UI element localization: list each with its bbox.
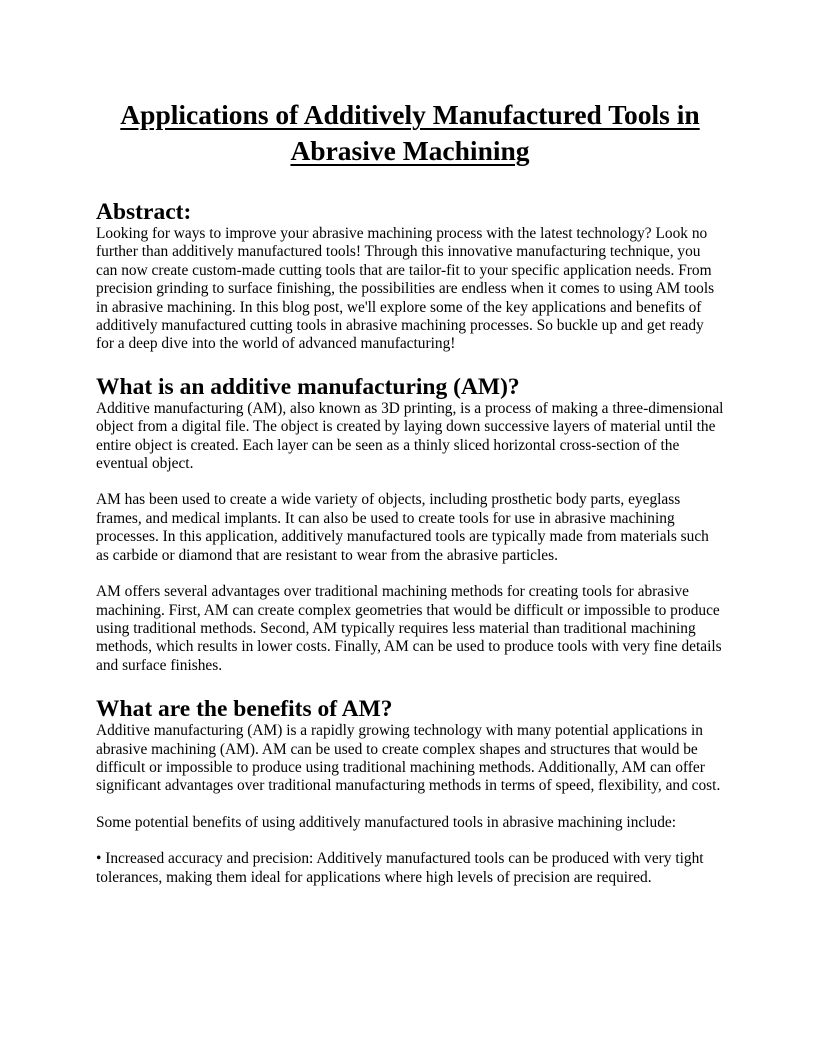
abstract-paragraph: Looking for ways to improve your abrasive machining process with the latest technology? Look no further than additively manufactured tools! Through this innovative manufacturing technique, you can now create custom-made cutting tools that are tailor-fit to your specific application needs. From precision grinding to surface finishing, the possibilities are endless when it comes to using AM tools in abrasive machining. In this blog post, we'll explore some of the key applications and benefits of additively manufactured cutting tools in abrasive machining processes. So buckle up and get ready for a deep dive into the world of advanced manufacturing! — [96, 225, 715, 353]
document-page — [96, 97, 724, 887]
benefits-bullet-1: • Increased accuracy and precision: Additively manufactured tools can be produced with very tight tolerances, making them ideal for applications where high levels of precision are required. — [96, 850, 704, 886]
what-is-am-paragraph-1: Additive manufacturing (AM), also known as 3D printing, is a process of making a three-dimensional object from a digital file. The object is created by laying down successive layers of material until the entire object is created. Each layer can be seen as a thinly sliced horizontal cross-section of the eventual object. — [96, 399, 724, 473]
what-is-am-paragraph-2: AM has been used to create a wide variety of objects, including prosthetic body parts, eyeglass frames, and medical implants. It can also be used to create tools for use in abrasive machining processes. In this application, additively manufactured tools are typically made from materials such as carbide or diamond that are resistant to wear from the abrasive particles. — [96, 491, 709, 564]
document-title: Applications of Additively Manufactured Tools in Abrasive Machining — [120, 99, 700, 166]
what-is-am-heading: What is an additive manufacturing (AM)? — [96, 373, 520, 400]
benefits-paragraph-1: Additive manufacturing (AM) is a rapidly growing technology with many potential applications in abrasive machining (AM). AM can be used to create complex shapes and structures that would be difficult or impossible to produce using traditional machining methods. Additionally, AM can offer significant advantages over traditional manufacturing methods in terms of speed, flexibility, and cost. — [96, 722, 721, 795]
benefits-heading: What are the benefits of AM? — [96, 696, 393, 723]
benefits-paragraph-2: Some potential benefits of using additively manufactured tools in abrasive machining include: — [96, 813, 676, 831]
abstract-heading: Abstract: — [96, 199, 192, 225]
what-is-am-paragraph-3: AM offers several advantages over traditional machining methods for creating tools for abrasive machining. First, AM can create complex geometries that would be difficult or impossible to produce using traditional methods. Second, AM typically requires less material than traditional machining methods, which results in lower costs. Finally, AM can be used to produce tools with very fine details and surface finishes. — [96, 583, 722, 674]
